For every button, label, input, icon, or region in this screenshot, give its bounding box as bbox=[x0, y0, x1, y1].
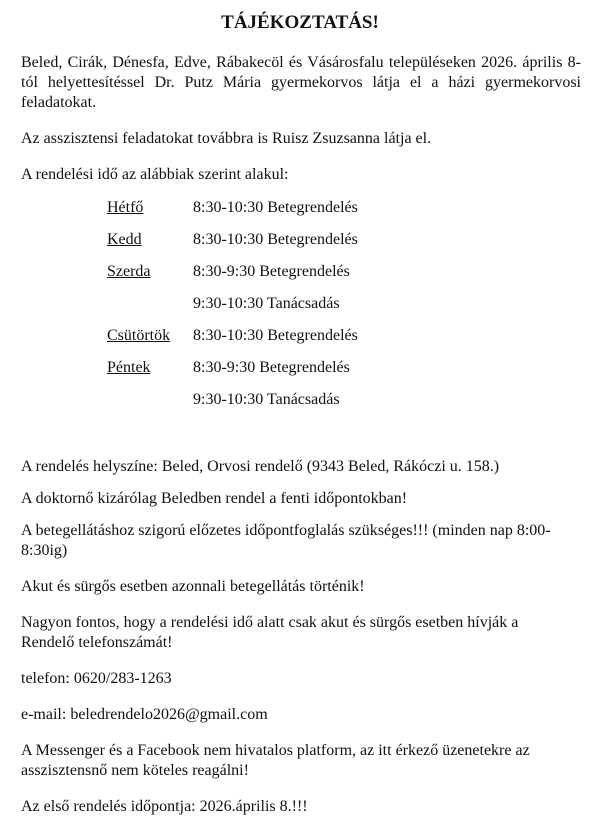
schedule-day: Csütörtök bbox=[107, 327, 171, 344]
schedule-day: Szerda bbox=[107, 263, 151, 280]
important-paragraph: Nagyon fontos, hogy a rendelési idő alatt csak akut és sürgős esetben hívják a Rendelő telefonszámát! bbox=[21, 614, 519, 651]
messenger-paragraph: A Messenger és a Facebook nem hivatalos platform, az itt érkező üzenetekre az asszisztensnő nem köteles reagálni! bbox=[21, 742, 530, 779]
phone-paragraph: telefon: 0620/283-1263 bbox=[21, 670, 172, 687]
email-paragraph: e-mail: beledrendelo2026@gmail.com bbox=[21, 706, 268, 723]
schedule-day: Péntek bbox=[107, 359, 151, 376]
intro-paragraph: Beled, Cirák, Dénesfa, Edve, Rábakecöl és Vásárosfalu településeken 2026. április 8-tól helyettesítéssel Dr. Putz Mária gyermekorvos látja el a házi gyermekorvosi feladatokat. bbox=[21, 54, 581, 111]
schedule-time: 8:30-9:30 Betegrendelés bbox=[193, 263, 350, 280]
schedule-intro: A rendelési idő az alábbiak szerint alakul: bbox=[21, 166, 289, 183]
assistant-paragraph: Az asszisztensi feladatokat továbbra is Ruisz Zsuzsanna látja el. bbox=[21, 130, 432, 147]
only-beled-paragraph: A doktornő kizárólag Beledben rendel a fenti időpontokban! bbox=[21, 490, 408, 507]
schedule-time: 9:30-10:30 Tanácsadás bbox=[193, 391, 340, 408]
schedule-time: 9:30-10:30 Tanácsadás bbox=[193, 295, 340, 312]
schedule-time: 8:30-10:30 Betegrendelés bbox=[193, 199, 358, 216]
appointment-paragraph: A betegellátáshoz szigorú előzetes időpontfoglalás szükséges!!! (minden nap 8:00-8:30ig) bbox=[21, 522, 551, 559]
schedule-day: Hétfő bbox=[107, 199, 144, 216]
acute-paragraph: Akut és sürgős esetben azonnali betegellátás történik! bbox=[21, 578, 365, 595]
schedule-time: 8:30-10:30 Betegrendelés bbox=[193, 327, 358, 344]
schedule-day: Kedd bbox=[107, 231, 142, 248]
page-title: TÁJÉKOZTATÁS! bbox=[221, 12, 379, 33]
schedule-time: 8:30-9:30 Betegrendelés bbox=[193, 359, 350, 376]
location-paragraph: A rendelés helyszíne: Beled, Orvosi rendelő (9343 Beled, Rákóczi u. 158.) bbox=[21, 458, 500, 475]
first-day-paragraph: Az első rendelés időpontja: 2026.április 8.!!! bbox=[21, 798, 308, 815]
schedule-time: 8:30-10:30 Betegrendelés bbox=[193, 231, 358, 248]
